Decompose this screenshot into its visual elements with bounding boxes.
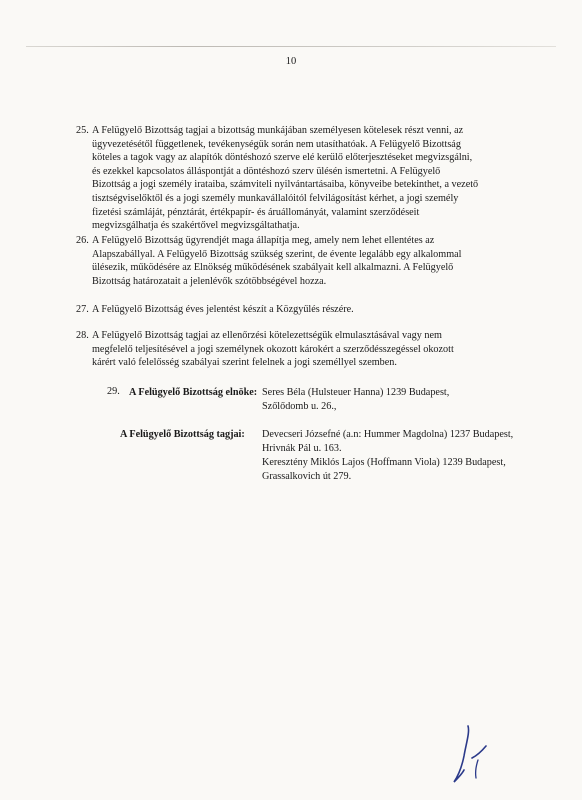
text-line: ülésezik, működésére az Elnökség működésének szabályait kell alkalmazni. A Felügyelő — [92, 262, 454, 274]
text-line: Seres Béla (Hulsteuer Hanna) 1239 Budapest, — [262, 387, 450, 398]
text-line: megvizsgálhatja és szakértővel megvizsgáltathatja. — [92, 220, 300, 232]
text-line: kárért való felelősség szabályai szerint felelnek a jogi személlyel szemben. — [92, 357, 397, 369]
text-line: Szőlődomb u. 26., — [262, 401, 337, 412]
text-line: köteles a tagok vagy az alapítók döntéshozó szerve elé kerülő előterjesztéseket megvizsgálni, — [92, 152, 473, 164]
paragraph-25 — [76, 124, 554, 233]
chair-label: A Felügyelő Bizottság elnöke: — [129, 387, 258, 398]
text-line: megfelelő teljesítésével a jogi személynek okozott károkért a szerződésszegéssel okozott — [92, 343, 454, 355]
text-line: A Felügyelő Bizottság ügyrendjét maga állapítja meg, amely nem lehet ellentétes az — [92, 235, 435, 246]
text-line: ügyvezetésétől függetlenek, tevékenységük során nem utasíthatóak. A Felügyelő Bizottság — [92, 138, 461, 150]
paragraph-body — [92, 303, 554, 317]
text-line: A Felügyelő Bizottság éves jelentést készít a Közgyűlés részére. — [92, 304, 354, 315]
text-line: Alapszabállyal. A Felügyelő Bizottság szükség szerint, de évente legalább egy alkalommal — [92, 248, 462, 260]
paragraph-body — [92, 124, 554, 233]
text-line: Hrivnák Pál u. 163. — [262, 443, 342, 454]
paragraph-number: 25. — [76, 125, 89, 136]
members-details — [262, 428, 513, 484]
text-line: és ezekkel kapcsolatos álláspontját a döntéshozó szerv ülésén ismertetni. A Felügyelő — [92, 165, 441, 177]
text-line: Devecseri Józsefné (a.n: Hummer Magdolna) 1237 Budapest, — [262, 429, 514, 440]
text-line: Bizottság a jogi személy irataiba, számviteli nyilvántartásaiba, könyveibe betekinthet, a vezető — [92, 179, 479, 191]
paragraph-body — [92, 234, 554, 288]
paragraph-number: 26. — [76, 235, 89, 246]
paragraph-27 — [76, 303, 554, 317]
text-line: Keresztény Miklós Lajos (Hoffmann Viola) 1239 Budapest, — [262, 457, 506, 468]
text-line: fizetési számláját, pénztárát, értékpapír- és áruállományát, valamint szerződéseit — [92, 206, 420, 218]
paragraph-number: 27. — [76, 304, 89, 315]
paragraph-number: 29. — [107, 386, 120, 397]
text-line: Grassalkovich út 279. — [262, 471, 352, 482]
handwritten-signature — [448, 722, 492, 786]
members-label: A Felügyelő Bizottság tagjai: — [120, 429, 245, 440]
paragraph-number: 28. — [76, 330, 89, 341]
text-line: A Felügyelő Bizottság tagjai a bizottság munkájában személyesen kötelesek részt venni, az — [92, 125, 464, 136]
paragraph-26 — [76, 234, 554, 288]
paragraph-28 — [76, 329, 554, 370]
scan-edge-line — [26, 46, 556, 47]
text-line: A Felügyelő Bizottság tagjai az ellenőrzési kötelezettségük elmulasztásával vagy nem — [92, 330, 442, 341]
text-line: tisztségviselőktől és a jogi személy munkavállalóitól felvilágosítást kérhet, a jogi személy — [92, 192, 459, 204]
paragraph-body — [92, 329, 554, 370]
chair-details — [262, 386, 449, 414]
text-line: Bizottság határozatait a jelenlévők szótöbbségével hozza. — [92, 275, 327, 287]
page-number: 10 — [285, 56, 297, 67]
